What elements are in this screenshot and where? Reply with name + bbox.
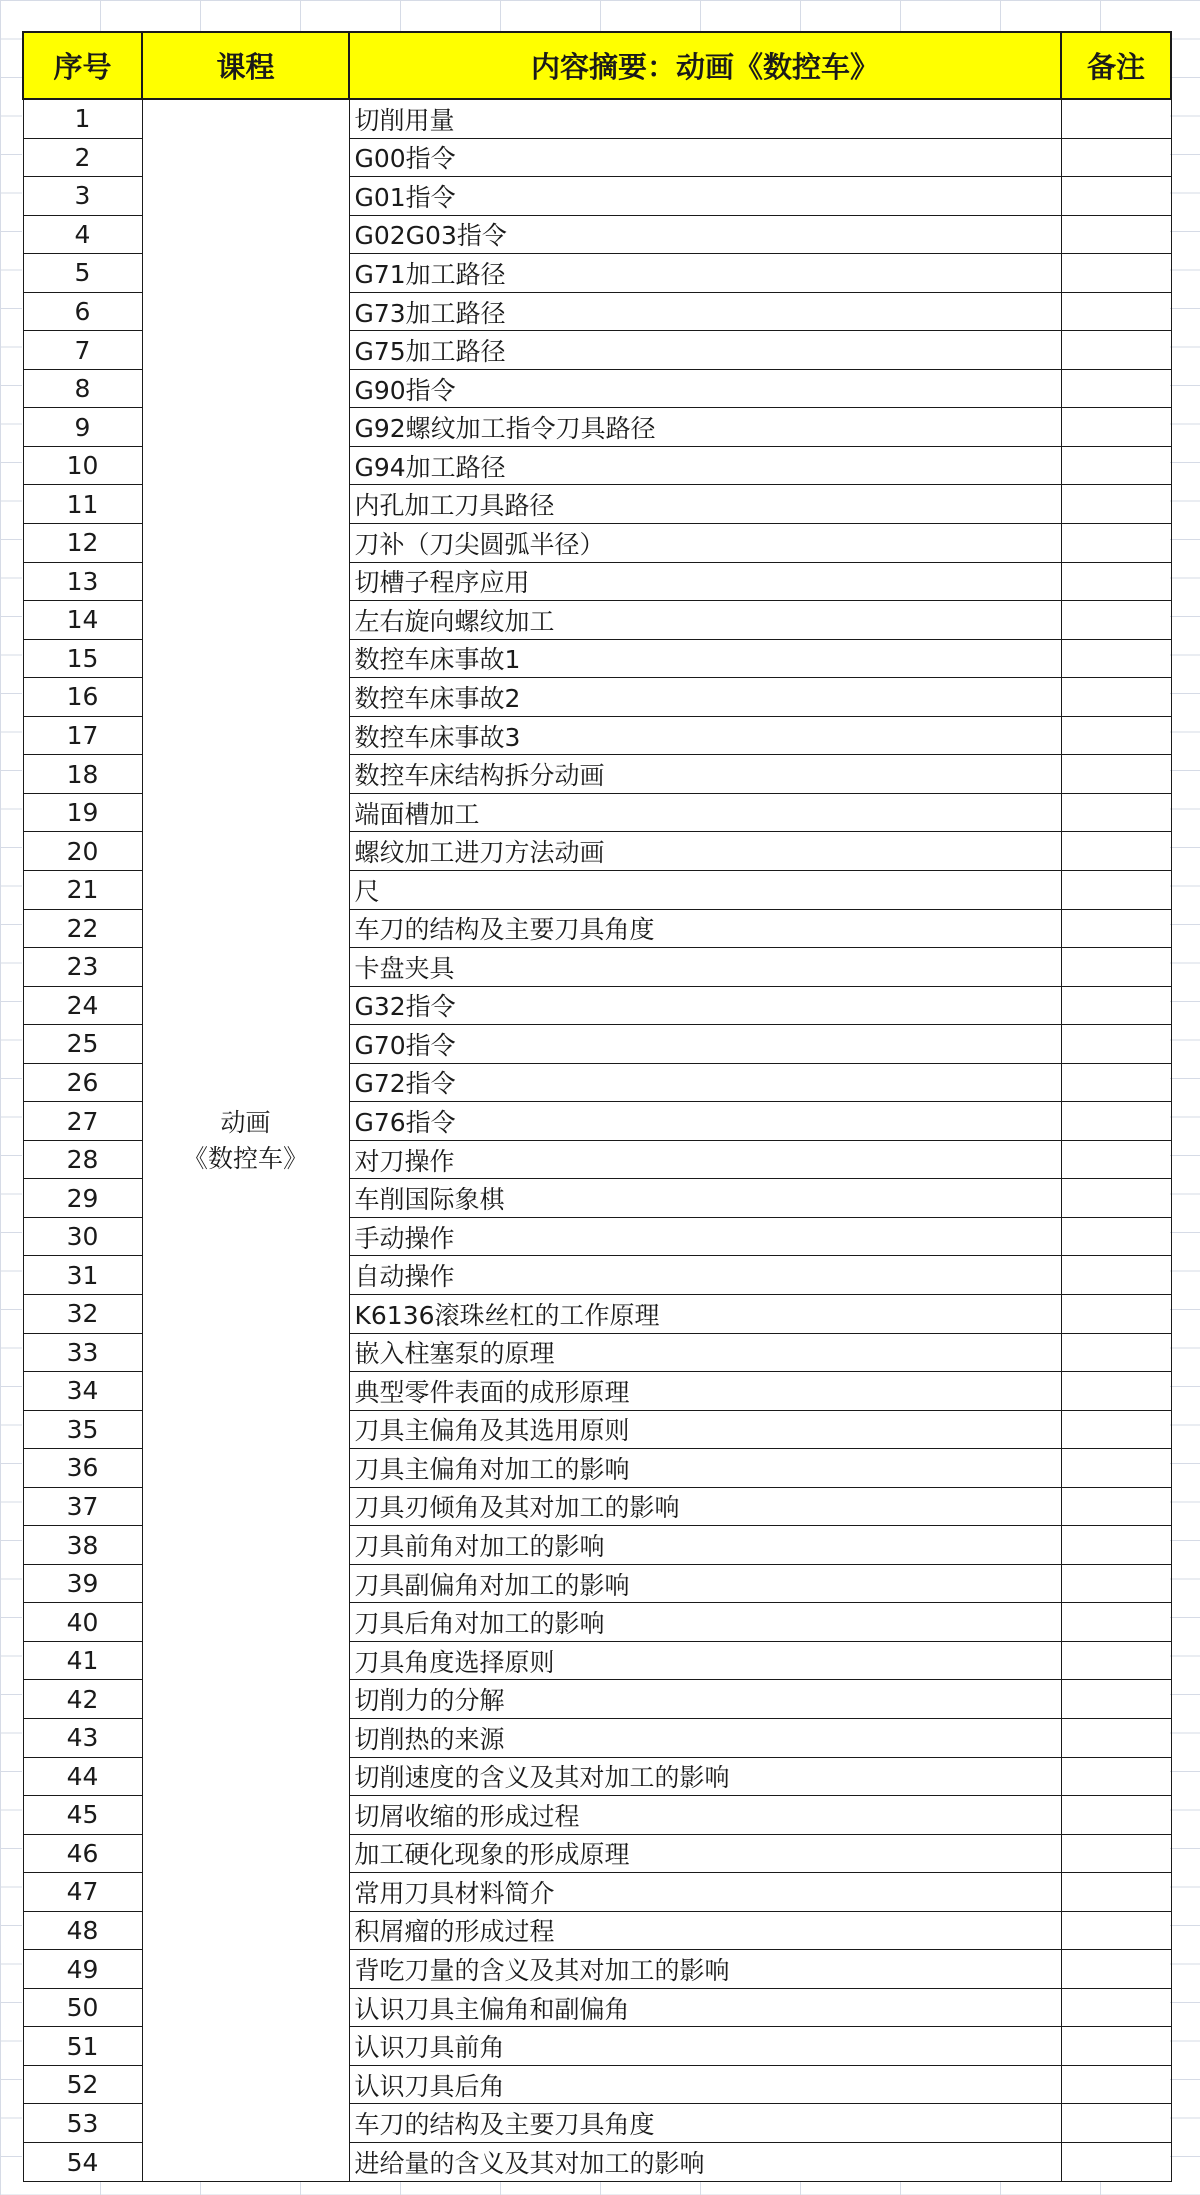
row-remark-cell[interactable] bbox=[1061, 331, 1171, 370]
row-content-cell[interactable]: 刀具角度选择原则 bbox=[349, 1641, 1061, 1680]
course-name-line2: 《数控车》 bbox=[182, 1143, 308, 1173]
row-index-cell[interactable]: 8 bbox=[23, 369, 142, 408]
row-content-cell[interactable]: 左右旋向螺纹加工 bbox=[349, 601, 1061, 640]
row-remark-cell[interactable] bbox=[1061, 1449, 1171, 1488]
row-index-cell[interactable]: 32 bbox=[23, 1294, 142, 1333]
row-index-cell[interactable]: 44 bbox=[23, 1757, 142, 1796]
row-content-cell[interactable]: 刀具主偏角对加工的影响 bbox=[349, 1449, 1061, 1488]
header-index[interactable]: 序号 bbox=[23, 32, 142, 99]
row-index-cell[interactable]: 53 bbox=[23, 2104, 142, 2143]
row-remark-cell[interactable] bbox=[1061, 1796, 1171, 1835]
row-index-cell[interactable]: 11 bbox=[23, 485, 142, 524]
row-index-cell[interactable]: 28 bbox=[23, 1140, 142, 1179]
row-content-cell[interactable]: 数控车床结构拆分动画 bbox=[349, 755, 1061, 794]
row-content-cell[interactable]: 刀具刃倾角及其对加工的影响 bbox=[349, 1487, 1061, 1526]
row-content-cell[interactable]: 背吃刀量的含义及其对加工的影响 bbox=[349, 1950, 1061, 1989]
table-row bbox=[23, 99, 1171, 138]
row-remark-cell[interactable] bbox=[1061, 832, 1171, 871]
row-remark-cell[interactable] bbox=[1061, 562, 1171, 601]
row-content-cell[interactable]: 进给量的含义及其对加工的影响 bbox=[349, 2143, 1061, 2182]
row-remark-cell[interactable] bbox=[1061, 215, 1171, 254]
row-content-cell[interactable]: 数控车床事故2 bbox=[349, 678, 1061, 717]
row-remark-cell[interactable] bbox=[1061, 1102, 1171, 1141]
row-index-cell[interactable]: 31 bbox=[23, 1256, 142, 1295]
row-index-cell[interactable]: 5 bbox=[23, 254, 142, 293]
row-remark-cell[interactable] bbox=[1061, 948, 1171, 987]
row-content-cell[interactable]: 车刀的结构及主要刀具角度 bbox=[349, 2104, 1061, 2143]
row-content-cell[interactable]: 数控车床事故1 bbox=[349, 639, 1061, 678]
row-index-cell[interactable]: 40 bbox=[23, 1603, 142, 1642]
row-index-cell[interactable]: 9 bbox=[23, 408, 142, 447]
row-remark-cell[interactable] bbox=[1061, 716, 1171, 755]
row-content-cell[interactable]: 车刀的结构及主要刀具角度 bbox=[349, 909, 1061, 948]
row-content-cell[interactable]: 切削热的来源 bbox=[349, 1718, 1061, 1757]
row-remark-cell[interactable] bbox=[1061, 2104, 1171, 2143]
row-index-cell[interactable]: 42 bbox=[23, 1680, 142, 1719]
row-content-cell[interactable]: 螺纹加工进刀方法动画 bbox=[349, 832, 1061, 871]
row-content-cell[interactable]: 切槽子程序应用 bbox=[349, 562, 1061, 601]
row-remark-cell[interactable] bbox=[1061, 138, 1171, 177]
row-content-cell[interactable]: G72指令 bbox=[349, 1063, 1061, 1102]
row-index-cell[interactable]: 52 bbox=[23, 2065, 142, 2104]
row-content-cell[interactable]: 端面槽加工 bbox=[349, 793, 1061, 832]
row-content-cell[interactable]: G32指令 bbox=[349, 986, 1061, 1025]
row-remark-cell[interactable] bbox=[1061, 524, 1171, 563]
row-index-cell[interactable]: 30 bbox=[23, 1217, 142, 1256]
row-content-cell[interactable]: G94加工路径 bbox=[349, 446, 1061, 485]
row-index-cell[interactable]: 6 bbox=[23, 292, 142, 331]
row-index-cell[interactable]: 18 bbox=[23, 755, 142, 794]
row-remark-cell[interactable] bbox=[1061, 1757, 1171, 1796]
row-index-cell[interactable]: 23 bbox=[23, 948, 142, 987]
row-content-cell[interactable]: 手动操作 bbox=[349, 1217, 1061, 1256]
row-content-cell[interactable]: 切屑收缩的形成过程 bbox=[349, 1796, 1061, 1835]
row-index-cell[interactable]: 43 bbox=[23, 1718, 142, 1757]
row-content-cell[interactable]: 车削国际象棋 bbox=[349, 1179, 1061, 1218]
row-index-cell[interactable]: 50 bbox=[23, 1988, 142, 2027]
row-content-cell[interactable]: 积屑瘤的形成过程 bbox=[349, 1911, 1061, 1950]
row-remark-cell[interactable] bbox=[1061, 1641, 1171, 1680]
row-remark-cell[interactable] bbox=[1061, 870, 1171, 909]
header-row bbox=[23, 32, 1171, 99]
row-index-cell[interactable]: 25 bbox=[23, 1025, 142, 1064]
row-remark-cell[interactable] bbox=[1061, 2065, 1171, 2104]
row-index-cell[interactable]: 41 bbox=[23, 1641, 142, 1680]
row-index-cell[interactable]: 15 bbox=[23, 639, 142, 678]
row-index-cell[interactable]: 1 bbox=[23, 99, 142, 138]
row-content-cell[interactable]: G00指令 bbox=[349, 138, 1061, 177]
row-index-cell[interactable]: 48 bbox=[23, 1911, 142, 1950]
row-content-cell[interactable]: 内孔加工刀具路径 bbox=[349, 485, 1061, 524]
row-content-cell[interactable]: 自动操作 bbox=[349, 1256, 1061, 1295]
row-index-cell[interactable]: 10 bbox=[23, 446, 142, 485]
row-index-cell[interactable]: 24 bbox=[23, 986, 142, 1025]
row-remark-cell[interactable] bbox=[1061, 1217, 1171, 1256]
row-remark-cell[interactable] bbox=[1061, 1911, 1171, 1950]
row-content-cell[interactable]: 认识刀具主偏角和副偏角 bbox=[349, 1988, 1061, 2027]
row-remark-cell[interactable] bbox=[1061, 1873, 1171, 1912]
row-remark-cell[interactable] bbox=[1061, 2143, 1171, 2182]
row-content-cell[interactable]: G01指令 bbox=[349, 177, 1061, 216]
row-index-cell[interactable]: 12 bbox=[23, 524, 142, 563]
row-remark-cell[interactable] bbox=[1061, 1025, 1171, 1064]
row-content-cell[interactable]: 切削力的分解 bbox=[349, 1680, 1061, 1719]
row-remark-cell[interactable] bbox=[1061, 1680, 1171, 1719]
row-content-cell[interactable]: 认识刀具后角 bbox=[349, 2065, 1061, 2104]
row-remark-cell[interactable] bbox=[1061, 793, 1171, 832]
row-content-cell[interactable]: K6136滚珠丝杠的工作原理 bbox=[349, 1294, 1061, 1333]
row-content-cell[interactable]: G90指令 bbox=[349, 369, 1061, 408]
row-remark-cell[interactable] bbox=[1061, 1256, 1171, 1295]
row-content-cell[interactable]: G76指令 bbox=[349, 1102, 1061, 1141]
row-content-cell[interactable]: G71加工路径 bbox=[349, 254, 1061, 293]
row-remark-cell[interactable] bbox=[1061, 1603, 1171, 1642]
row-index-cell[interactable]: 13 bbox=[23, 562, 142, 601]
row-remark-cell[interactable] bbox=[1061, 601, 1171, 640]
row-remark-cell[interactable] bbox=[1061, 99, 1171, 138]
row-content-cell[interactable]: G70指令 bbox=[349, 1025, 1061, 1064]
row-remark-cell[interactable] bbox=[1061, 678, 1171, 717]
row-index-cell[interactable]: 20 bbox=[23, 832, 142, 871]
row-index-cell[interactable]: 35 bbox=[23, 1410, 142, 1449]
row-index-cell[interactable]: 34 bbox=[23, 1372, 142, 1411]
row-index-cell[interactable]: 45 bbox=[23, 1796, 142, 1835]
row-remark-cell[interactable] bbox=[1061, 292, 1171, 331]
row-content-cell[interactable]: G73加工路径 bbox=[349, 292, 1061, 331]
row-remark-cell[interactable] bbox=[1061, 1718, 1171, 1757]
row-content-cell[interactable]: 嵌入柱塞泵的原理 bbox=[349, 1333, 1061, 1372]
row-content-cell[interactable]: 刀具副偏角对加工的影响 bbox=[349, 1564, 1061, 1603]
row-remark-cell[interactable] bbox=[1061, 1063, 1171, 1102]
row-remark-cell[interactable] bbox=[1061, 1179, 1171, 1218]
row-index-cell[interactable]: 47 bbox=[23, 1873, 142, 1912]
row-content-cell[interactable]: 刀具主偏角及其选用原则 bbox=[349, 1410, 1061, 1449]
row-remark-cell[interactable] bbox=[1061, 408, 1171, 447]
header-remark[interactable]: 备注 bbox=[1061, 32, 1171, 99]
row-index-cell[interactable]: 17 bbox=[23, 716, 142, 755]
row-remark-cell[interactable] bbox=[1061, 1294, 1171, 1333]
row-index-cell[interactable]: 3 bbox=[23, 177, 142, 216]
course-merged-cell[interactable] bbox=[142, 99, 349, 2182]
row-index-cell[interactable]: 26 bbox=[23, 1063, 142, 1102]
row-remark-cell[interactable] bbox=[1061, 2027, 1171, 2066]
spreadsheet bbox=[22, 31, 1170, 2182]
row-remark-cell[interactable] bbox=[1061, 369, 1171, 408]
row-index-cell[interactable]: 46 bbox=[23, 1834, 142, 1873]
row-remark-cell[interactable] bbox=[1061, 1834, 1171, 1873]
row-content-cell[interactable]: 尺 bbox=[349, 870, 1061, 909]
row-remark-cell[interactable] bbox=[1061, 1526, 1171, 1565]
row-index-cell[interactable]: 49 bbox=[23, 1950, 142, 1989]
row-remark-cell[interactable] bbox=[1061, 254, 1171, 293]
row-remark-cell[interactable] bbox=[1061, 909, 1171, 948]
row-index-cell[interactable]: 37 bbox=[23, 1487, 142, 1526]
row-index-cell[interactable]: 36 bbox=[23, 1449, 142, 1488]
row-index-cell[interactable]: 7 bbox=[23, 331, 142, 370]
row-index-cell[interactable]: 22 bbox=[23, 909, 142, 948]
row-index-cell[interactable]: 54 bbox=[23, 2143, 142, 2182]
header-course[interactable]: 课程 bbox=[142, 32, 349, 99]
row-index-cell[interactable]: 21 bbox=[23, 870, 142, 909]
row-content-cell[interactable]: 刀补（刀尖圆弧半径） bbox=[349, 524, 1061, 563]
row-content-cell[interactable]: 刀具后角对加工的影响 bbox=[349, 1603, 1061, 1642]
row-index-cell[interactable]: 33 bbox=[23, 1333, 142, 1372]
row-content-cell[interactable]: 典型零件表面的成形原理 bbox=[349, 1372, 1061, 1411]
header-summary[interactable]: 内容摘要：动画《数控车》 bbox=[349, 32, 1061, 99]
row-remark-cell[interactable] bbox=[1061, 1372, 1171, 1411]
row-remark-cell[interactable] bbox=[1061, 1140, 1171, 1179]
row-content-cell[interactable]: 认识刀具前角 bbox=[349, 2027, 1061, 2066]
row-remark-cell[interactable] bbox=[1061, 1487, 1171, 1526]
row-content-cell[interactable]: G75加工路径 bbox=[349, 331, 1061, 370]
row-content-cell[interactable]: 加工硬化现象的形成原理 bbox=[349, 1834, 1061, 1873]
row-remark-cell[interactable] bbox=[1061, 1988, 1171, 2027]
row-index-cell[interactable]: 2 bbox=[23, 138, 142, 177]
row-index-cell[interactable]: 19 bbox=[23, 793, 142, 832]
table-body bbox=[23, 99, 1171, 2182]
row-index-cell[interactable]: 39 bbox=[23, 1564, 142, 1603]
row-content-cell[interactable]: 刀具前角对加工的影响 bbox=[349, 1526, 1061, 1565]
row-index-cell[interactable]: 14 bbox=[23, 601, 142, 640]
row-index-cell[interactable]: 16 bbox=[23, 678, 142, 717]
row-remark-cell[interactable] bbox=[1061, 1564, 1171, 1603]
row-content-cell[interactable]: 切削用量 bbox=[349, 99, 1061, 138]
row-remark-cell[interactable] bbox=[1061, 1333, 1171, 1372]
row-remark-cell[interactable] bbox=[1061, 755, 1171, 794]
row-index-cell[interactable]: 4 bbox=[23, 215, 142, 254]
course-name-line1: 动画 bbox=[220, 1107, 271, 1137]
row-index-cell[interactable]: 27 bbox=[23, 1102, 142, 1141]
row-index-cell[interactable]: 38 bbox=[23, 1526, 142, 1565]
row-index-cell[interactable]: 51 bbox=[23, 2027, 142, 2066]
row-content-cell[interactable]: 常用刀具材料简介 bbox=[349, 1873, 1061, 1912]
row-remark-cell[interactable] bbox=[1061, 446, 1171, 485]
row-remark-cell[interactable] bbox=[1061, 177, 1171, 216]
row-remark-cell[interactable] bbox=[1061, 1410, 1171, 1449]
row-content-cell[interactable]: 对刀操作 bbox=[349, 1140, 1061, 1179]
course-content-table bbox=[22, 31, 1172, 2182]
row-content-cell[interactable]: G02G03指令 bbox=[349, 215, 1061, 254]
row-content-cell[interactable]: 卡盘夹具 bbox=[349, 948, 1061, 987]
row-content-cell[interactable]: G92螺纹加工指令刀具路径 bbox=[349, 408, 1061, 447]
row-remark-cell[interactable] bbox=[1061, 639, 1171, 678]
row-content-cell[interactable]: 数控车床事故3 bbox=[349, 716, 1061, 755]
row-remark-cell[interactable] bbox=[1061, 986, 1171, 1025]
row-remark-cell[interactable] bbox=[1061, 1950, 1171, 1989]
row-index-cell[interactable]: 29 bbox=[23, 1179, 142, 1218]
row-remark-cell[interactable] bbox=[1061, 485, 1171, 524]
row-content-cell[interactable]: 切削速度的含义及其对加工的影响 bbox=[349, 1757, 1061, 1796]
